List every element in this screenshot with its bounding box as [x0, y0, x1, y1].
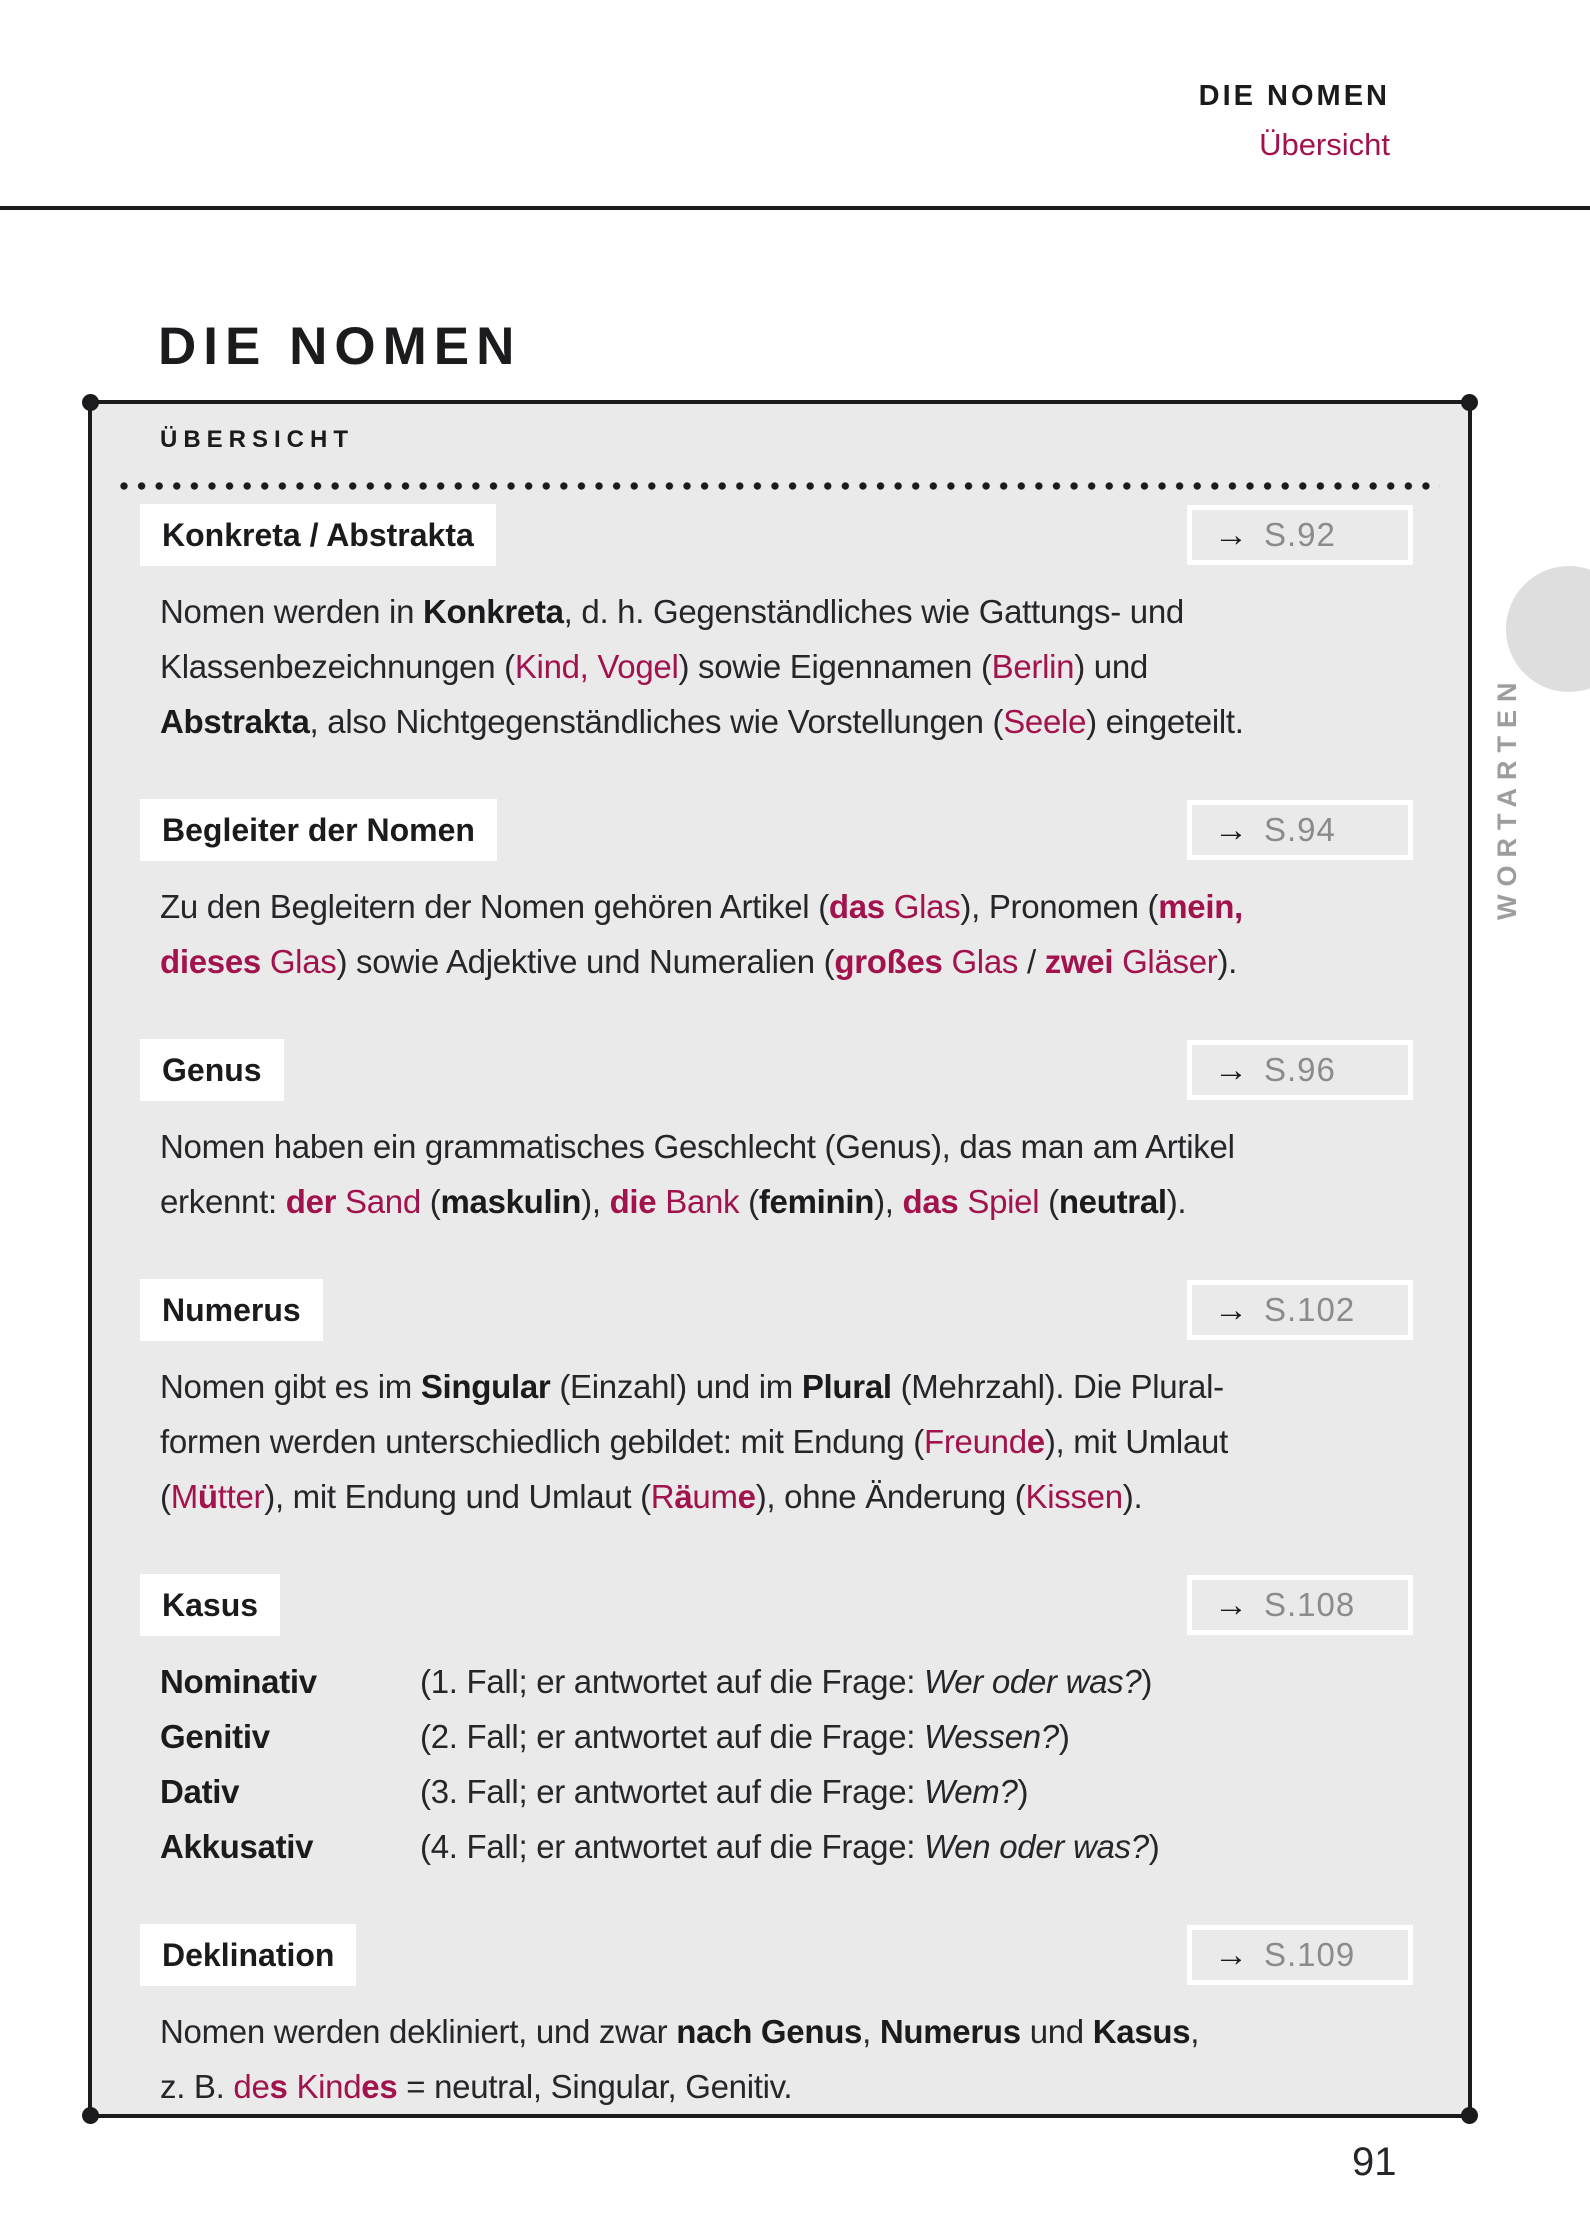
- section-body: [160, 879, 1432, 989]
- dotted-rule: [120, 482, 1440, 490]
- overview-section: [92, 1574, 1468, 1874]
- text-segment: Gläser: [1122, 943, 1218, 980]
- corner-dot: [82, 394, 99, 411]
- text-segment: (Einzahl) und im: [550, 1368, 802, 1405]
- page-reference: [1187, 505, 1413, 565]
- kasus-term: Dativ: [160, 1773, 240, 1810]
- text-segment: de: [233, 2068, 270, 2105]
- arrow-right-icon: →: [1214, 1051, 1248, 1089]
- page-reference-label: S.108: [1264, 1586, 1356, 1623]
- text-segment: Nomen werden in: [160, 593, 424, 630]
- text-segment: ).: [1122, 1478, 1143, 1515]
- text-segment: Wer oder was?: [924, 1663, 1142, 1700]
- text-segment: R: [650, 1478, 675, 1515]
- text-segment: formen werden unterschiedlich gebildet: mit Endung (: [160, 1423, 924, 1460]
- text-segment: das: [902, 1183, 968, 1220]
- text-segment: der: [285, 1183, 346, 1220]
- text-segment: erkennt:: [160, 1183, 286, 1220]
- overview-section: [92, 1924, 1468, 2114]
- text-segment: ), mit Umlaut: [1044, 1423, 1228, 1460]
- text-segment: nach Genus: [676, 2013, 863, 2050]
- text-segment: ): [1058, 1718, 1070, 1755]
- overview-box: [88, 400, 1472, 2118]
- section-header: [140, 1039, 1413, 1101]
- kasus-term: Nominativ: [160, 1663, 317, 1700]
- text-segment: , d. h. Gegenständliches wie Gattungs- und: [563, 593, 1184, 630]
- text-segment: und: [1020, 2013, 1093, 2050]
- kasus-definition: [420, 1654, 1152, 1709]
- overview-kicker: ÜBERSICHT: [160, 426, 355, 453]
- page-reference: [1187, 800, 1413, 860]
- text-segment: neutral: [1058, 1183, 1167, 1220]
- text-segment: ) sowie Adjektive und Numeralien (: [336, 943, 835, 980]
- text-segment: die: [609, 1183, 666, 1220]
- text-segment: Konkreta: [423, 593, 564, 630]
- corner-dot: [1461, 394, 1478, 411]
- text-segment: e: [737, 1478, 756, 1515]
- text-segment: Wem?: [924, 1773, 1018, 1810]
- text-segment: großes: [834, 943, 952, 980]
- text-segment: es: [361, 2068, 398, 2105]
- kasus-row: [160, 1764, 1432, 1819]
- section-body: [160, 584, 1432, 749]
- text-segment: ): [1141, 1663, 1153, 1700]
- section-header: [140, 799, 1413, 861]
- running-header-chapter: DIE NOMEN: [1198, 80, 1390, 112]
- kasus-definition: [420, 1819, 1159, 1874]
- text-segment: (: [1039, 1183, 1059, 1220]
- kasus-term: Genitiv: [160, 1718, 270, 1755]
- text-segment: (1. Fall; er antwortet auf die Frage:: [420, 1663, 924, 1700]
- text-segment: Klassenbezeichnungen (: [160, 648, 515, 685]
- overview-section: [92, 799, 1468, 989]
- page-reference: [1187, 1925, 1413, 1985]
- section-body: [160, 1119, 1432, 1229]
- kasus-row: [160, 1654, 1432, 1709]
- text-segment: ,: [862, 2013, 880, 2050]
- text-segment: ).: [1217, 943, 1238, 980]
- text-segment: ) und: [1074, 648, 1148, 685]
- text-segment: Wen oder was?: [924, 1828, 1149, 1865]
- overview-section: [92, 1039, 1468, 1229]
- text-segment: ), Pronomen (: [960, 888, 1159, 925]
- text-segment: Zu den Begleitern der Nomen gehören Artikel (: [160, 888, 829, 925]
- text-segment: ).: [1166, 1183, 1187, 1220]
- section-title: Konkreta / Abstrakta: [140, 504, 496, 566]
- text-segment: feminin: [758, 1183, 875, 1220]
- corner-dot: [1461, 2107, 1478, 2124]
- text-segment: ) sowie Eigennamen (: [678, 648, 992, 685]
- section-title: Genus: [140, 1039, 284, 1101]
- text-segment: Sand: [345, 1183, 421, 1220]
- section-header: [140, 1924, 1413, 1986]
- arrow-right-icon: →: [1214, 811, 1248, 849]
- text-segment: Freund: [924, 1423, 1027, 1460]
- text-segment: ) eingeteilt.: [1086, 703, 1244, 740]
- text-segment: Abstrakta: [160, 703, 310, 740]
- overview-section: [92, 1279, 1468, 1524]
- header-rule: [0, 206, 1590, 210]
- text-segment: Bank: [665, 1183, 740, 1220]
- text-segment: (: [420, 1183, 441, 1220]
- page-reference-label: S.94: [1264, 811, 1336, 848]
- text-segment: (: [160, 1478, 171, 1515]
- section-body: [160, 1359, 1432, 1524]
- section-body: [160, 2004, 1432, 2114]
- text-segment: = neutral, Singular, Genitiv.: [397, 2068, 793, 2105]
- text-segment: Nomen gibt es im: [160, 1368, 421, 1405]
- text-segment: Glas: [269, 943, 337, 980]
- text-segment: Glas: [951, 943, 1019, 980]
- text-segment: (Mehrzahl). Die Plural-: [891, 1368, 1224, 1405]
- kasus-term: Akkusativ: [160, 1828, 314, 1865]
- text-segment: ),: [874, 1183, 903, 1220]
- text-segment: , also Nichtgegenständliches wie Vorstellungen (: [309, 703, 1004, 740]
- text-segment: um: [692, 1478, 738, 1515]
- text-segment: Kind: [296, 2068, 362, 2105]
- text-segment: /: [1018, 943, 1045, 980]
- text-segment: Numerus: [879, 2013, 1021, 2050]
- text-segment: Berlin: [991, 648, 1075, 685]
- text-segment: ): [1017, 1773, 1029, 1810]
- side-tab-circle: [1506, 566, 1590, 692]
- text-segment: das: [828, 888, 894, 925]
- text-segment: Glas: [893, 888, 961, 925]
- text-segment: Kind, Vogel: [514, 648, 679, 685]
- text-segment: Kissen: [1025, 1478, 1123, 1515]
- kasus-definition: [420, 1764, 1028, 1819]
- section-title: Kasus: [140, 1574, 280, 1636]
- page-number: 91: [1352, 2140, 1397, 2184]
- page-reference-label: S.96: [1264, 1051, 1336, 1088]
- arrow-right-icon: →: [1214, 1291, 1248, 1329]
- section-header: [140, 1574, 1413, 1636]
- text-segment: Kasus: [1092, 2013, 1191, 2050]
- text-segment: z. B.: [160, 2068, 234, 2105]
- text-segment: (3. Fall; er antwortet auf die Frage:: [420, 1773, 924, 1810]
- page-reference: [1187, 1280, 1413, 1340]
- page-reference: [1187, 1040, 1413, 1100]
- text-segment: ü: [197, 1478, 218, 1515]
- text-segment: zwei: [1044, 943, 1123, 980]
- section-header: [140, 504, 1413, 566]
- text-segment: e: [1026, 1423, 1045, 1460]
- section-title: Deklination: [140, 1924, 356, 1986]
- text-segment: Singular: [420, 1368, 551, 1405]
- text-segment: ,: [1190, 2013, 1200, 2050]
- text-segment: maskulin: [440, 1183, 582, 1220]
- kasus-definition: [420, 1709, 1070, 1764]
- text-segment: (: [739, 1183, 759, 1220]
- text-segment: ä: [674, 1478, 693, 1515]
- text-segment: M: [170, 1478, 198, 1515]
- text-segment: Nomen werden dekliniert, und zwar: [160, 2013, 677, 2050]
- text-segment: Plural: [801, 1368, 892, 1405]
- page-reference-label: S.92: [1264, 516, 1336, 553]
- text-segment: ), ohne Änderung (: [755, 1478, 1026, 1515]
- page-reference: [1187, 1575, 1413, 1635]
- running-header-section: Übersicht: [1259, 127, 1390, 162]
- page-reference-label: S.102: [1264, 1291, 1356, 1328]
- side-tab-label: WORTARTEN: [1492, 674, 1522, 920]
- text-segment: Nomen haben ein grammatisches Geschlecht (Genus), das man am Artikel: [160, 1128, 1235, 1165]
- kasus-row: [160, 1709, 1432, 1764]
- text-segment: ),: [581, 1183, 610, 1220]
- text-segment: tter: [217, 1478, 265, 1515]
- text-segment: s: [269, 2068, 288, 2105]
- section-header: [140, 1279, 1413, 1341]
- arrow-right-icon: →: [1214, 516, 1248, 554]
- overview-sections: [92, 504, 1468, 2114]
- text-segment: Wessen?: [924, 1718, 1059, 1755]
- text-segment: ): [1148, 1828, 1160, 1865]
- kasus-row: [160, 1819, 1432, 1874]
- section-title: Begleiter der Nomen: [140, 799, 497, 861]
- text-segment: Spiel: [967, 1183, 1040, 1220]
- overview-section: [92, 504, 1468, 749]
- text-segment: ), mit Endung und Umlaut (: [264, 1478, 651, 1515]
- text-segment: mein,: [1158, 888, 1243, 925]
- text-segment: (2. Fall; er antwortet auf die Frage:: [420, 1718, 924, 1755]
- section-body: [160, 1654, 1432, 1874]
- text-segment: dieses: [160, 943, 270, 980]
- arrow-right-icon: →: [1214, 1936, 1248, 1974]
- text-segment: Seele: [1003, 703, 1087, 740]
- running-header: [1199, 80, 1390, 163]
- text-segment: (4. Fall; er antwortet auf die Frage:: [420, 1828, 924, 1865]
- section-title: Numerus: [140, 1279, 323, 1341]
- page-title: DIE NOMEN: [158, 316, 522, 376]
- page-reference-label: S.109: [1264, 1936, 1356, 1973]
- arrow-right-icon: →: [1214, 1586, 1248, 1624]
- corner-dot: [82, 2107, 99, 2124]
